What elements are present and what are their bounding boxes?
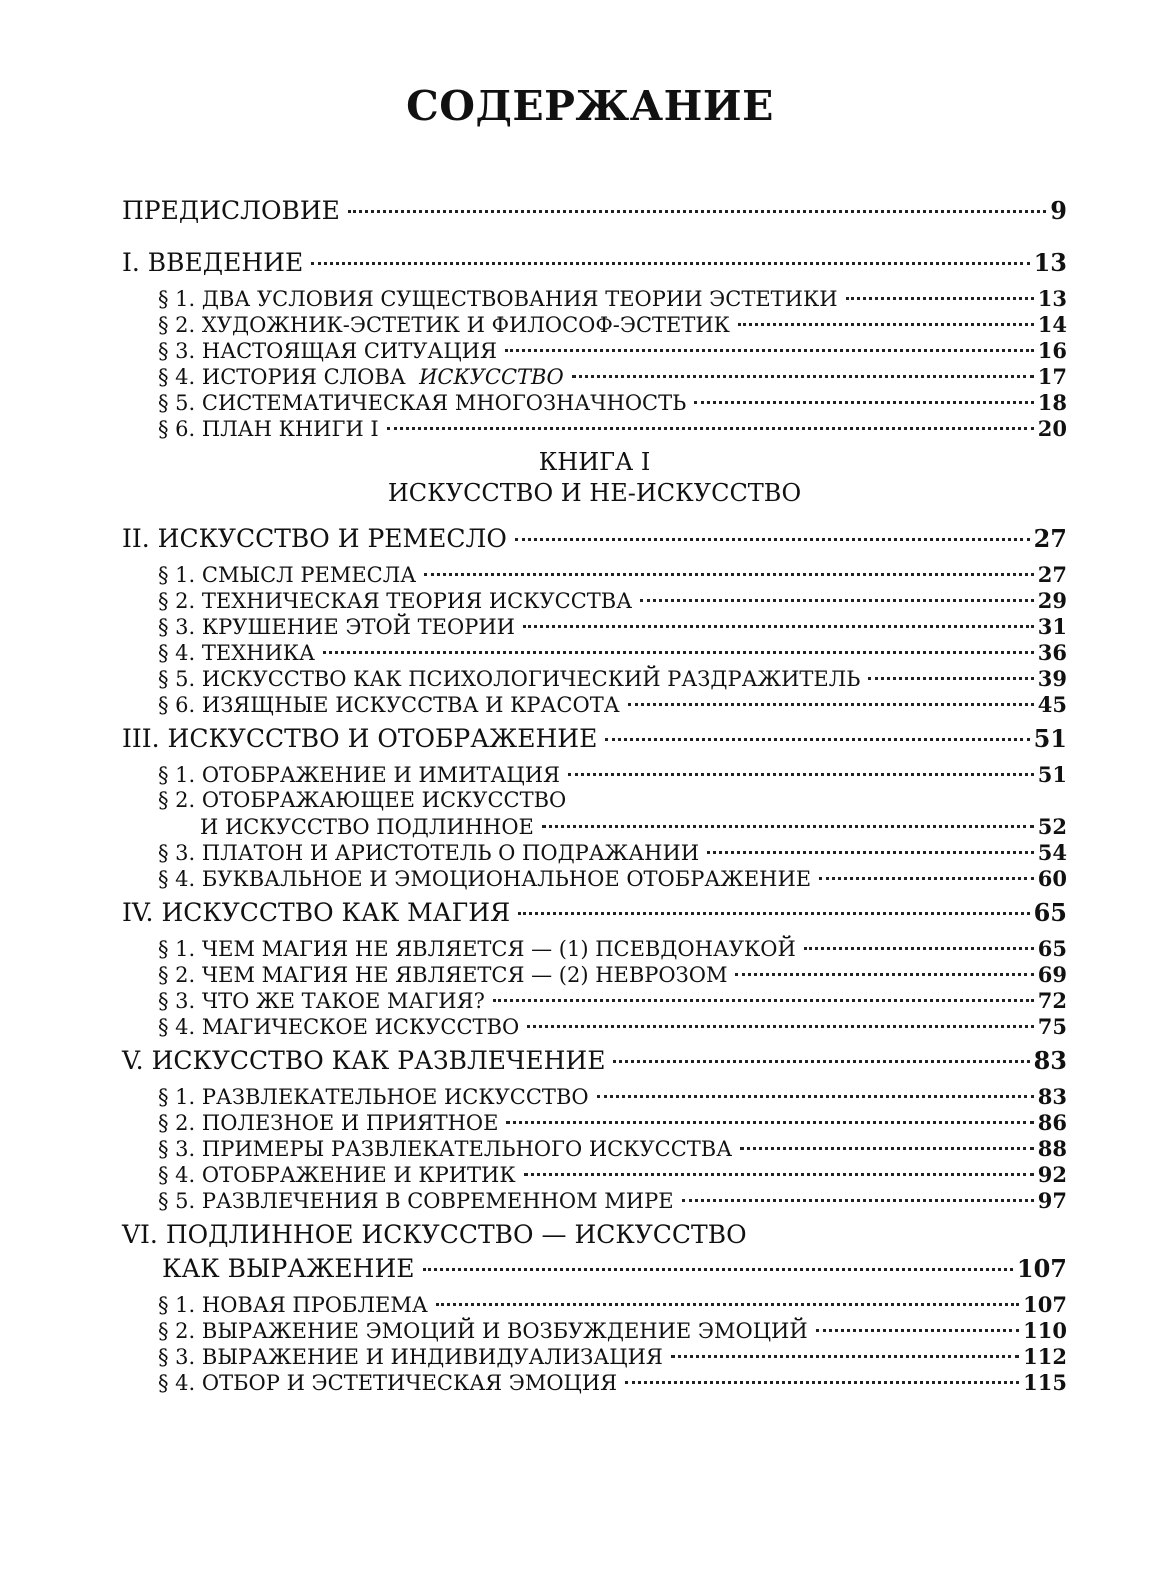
dot-leader [311,262,1029,265]
entry-page: 29 [1037,588,1067,613]
toc-entry-chapter-1[interactable] [122,248,1067,286]
toc-entry-section[interactable] [122,666,1067,692]
entry-label: § 1. ОТОБРАЖЕНИЕ И ИМИТАЦИЯ [158,763,560,787]
dot-leader [523,625,1034,628]
dot-leader [804,947,1034,950]
dot-leader [423,1268,1013,1271]
entry-label: III. ИСКУССТВО И ОТОБРАЖЕНИЕ [122,724,598,753]
entry-page: 51 [1033,724,1067,753]
entry-page: 17 [1037,364,1067,389]
toc-entry-chapter-4[interactable] [122,898,1067,936]
dot-leader [740,1147,1034,1150]
entry-label: § 4. ОТБОР И ЭСТЕТИЧЕСКАЯ ЭМОЦИЯ [158,1371,618,1395]
entry-label: § 5. РАЗВЛЕЧЕНИЯ В СОВРЕМЕННОМ МИРЕ [158,1189,674,1213]
entry-page: 54 [1037,840,1067,865]
dot-leader [524,1173,1034,1176]
entry-label: § 4. БУКВАЛЬНОЕ И ЭМОЦИОНАЛЬНОЕ ОТОБРАЖЕНИЕ [158,867,812,891]
toc-entry-section[interactable] [122,588,1067,614]
dot-leader [493,999,1034,1002]
toc-entry-section[interactable] [122,788,1067,814]
entry-label: § 1. РАЗВЛЕКАТЕЛЬНОЕ ИСКУССТВО [158,1085,589,1109]
entry-label: § 3. ВЫРАЖЕНИЕ И ИНДИВИДУАЛИЗАЦИЯ [158,1345,663,1369]
toc-entry-preface[interactable] [122,196,1067,234]
dot-leader [819,877,1034,880]
toc-entry-section[interactable] [122,866,1067,892]
dot-leader [613,1060,1029,1063]
entry-page: 83 [1033,1046,1067,1075]
dot-leader [424,573,1034,576]
entry-page: 39 [1037,666,1067,691]
entry-label: § 4. МАГИЧЕСКОЕ ИСКУССТВО [158,1015,520,1039]
toc-entry-section[interactable] [122,1136,1067,1162]
entry-page: 107 [1016,1254,1067,1283]
entry-label: IV. ИСКУССТВО КАК МАГИЯ [122,898,511,927]
entry-label: § 4. ОТОБРАЖЕНИЕ И КРИТИК [158,1163,516,1187]
toc-entry-section[interactable] [122,390,1067,416]
entry-label: § 1. НОВАЯ ПРОБЛЕМА [158,1293,428,1317]
dot-leader [625,1381,1019,1384]
entry-label: § 2. ОТОБРАЖАЮЩЕЕ ИСКУССТВО [158,788,567,812]
entry-page: 83 [1037,1084,1067,1109]
entry-label: § 2. ТЕХНИЧЕСКАЯ ТЕОРИЯ ИСКУССТВА [158,589,633,613]
dot-leader [387,427,1034,430]
toc-entry-section[interactable] [122,364,1067,390]
toc-entry-section[interactable] [122,988,1067,1014]
entry-label: § 3. КРУШЕНИЕ ЭТОЙ ТЕОРИИ [158,615,515,639]
dot-leader [738,323,1034,326]
dot-leader [515,538,1030,541]
dot-leader [597,1095,1034,1098]
entry-label: § 5. СИСТЕМАТИЧЕСКАЯ МНОГОЗНАЧНОСТЬ [158,391,687,415]
dot-leader [868,677,1033,680]
toc-entry-section[interactable] [122,338,1067,364]
entry-label-part: § 4. ИСТОРИЯ СЛОВА [158,365,406,389]
dot-leader [671,1355,1019,1358]
toc-entry-section[interactable] [122,692,1067,718]
dot-leader [682,1199,1034,1202]
entry-label [158,365,564,389]
entry-page: 65 [1033,898,1067,927]
entry-page: 107 [1023,1292,1067,1317]
entry-page: 75 [1037,1014,1067,1039]
entry-label: § 5. ИСКУССТВО КАК ПСИХОЛОГИЧЕСКИЙ РАЗДРАЖИТЕЛЬ [158,667,861,691]
book-subheading: ИСКУССТВО И НЕ-ИСКУССТВО [387,479,802,507]
entry-page: 92 [1037,1162,1067,1187]
toc-entry-section-continued[interactable] [122,814,1067,840]
dot-leader [707,851,1034,854]
dot-leader [605,738,1029,741]
entry-label: § 6. ИЗЯЩНЫЕ ИСКУССТВА И КРАСОТА [158,693,620,717]
dot-leader [527,1025,1034,1028]
dot-leader [816,1329,1019,1332]
entry-label: § 1. СМЫСЛ РЕМЕСЛА [158,563,417,587]
dot-leader [506,1121,1033,1124]
toc-entry-section[interactable] [122,840,1067,866]
toc-entry-section[interactable] [122,962,1067,988]
dot-leader [505,349,1034,352]
entry-page: 52 [1037,814,1067,839]
dot-leader [846,297,1034,300]
dot-leader [436,1303,1019,1306]
entry-page: 18 [1037,390,1067,415]
entry-page: 31 [1037,614,1067,639]
entry-label: VI. ПОДЛИННОЕ ИСКУССТВО — ИСКУССТВО [122,1220,747,1249]
toc-entry-chapter-5[interactable] [122,1046,1067,1084]
table-of-contents [122,196,1067,1396]
dot-leader [518,912,1029,915]
dot-leader [572,375,1034,378]
book-heading: КНИГА I [538,448,651,476]
toc-entry-section[interactable] [122,762,1067,788]
entry-label: § 3. ПЛАТОН И АРИСТОТЕЛЬ О ПОДРАЖАНИИ [158,841,700,865]
entry-page: 20 [1037,416,1067,441]
entry-label: II. ИСКУССТВО И РЕМЕСЛО [122,524,507,553]
dot-leader [628,703,1034,706]
entry-page: 86 [1037,1110,1067,1135]
entry-label-italic: ИСКУССТВО [419,365,564,389]
entry-label: I. ВВЕДЕНИЕ [122,248,304,277]
entry-label: § 2. ПОЛЕЗНОЕ И ПРИЯТНОЕ [158,1111,499,1135]
entry-page: 51 [1037,762,1067,787]
entry-label: КАК ВЫРАЖЕНИЕ [162,1254,415,1283]
entry-page: 88 [1037,1136,1067,1161]
entry-page: 16 [1037,338,1067,363]
entry-label: ПРЕДИСЛОВИЕ [122,196,340,225]
dot-leader [640,599,1034,602]
dot-leader [735,973,1033,976]
entry-label: § 3. НАСТОЯЩАЯ СИТУАЦИЯ [158,339,497,363]
entry-page: 65 [1037,936,1067,961]
toc-entry-section[interactable] [122,614,1067,640]
toc-entry-section[interactable] [122,1162,1067,1188]
toc-entry-chapter-3[interactable] [122,724,1067,762]
entry-label: § 6. ПЛАН КНИГИ I [158,417,379,441]
entry-label: § 3. ПРИМЕРЫ РАЗВЛЕКАТЕЛЬНОГО ИСКУССТВА [158,1137,733,1161]
entry-page: 27 [1037,562,1067,587]
entry-page: 60 [1037,866,1067,891]
entry-label: И ИСКУССТВО ПОДЛИННОЕ [200,815,534,839]
entry-label: § 2. ВЫРАЖЕНИЕ ЭМОЦИЙ И ВОЗБУЖДЕНИЕ ЭМОЦИЙ [158,1319,808,1343]
entry-page: 45 [1037,692,1067,717]
entry-page: 36 [1037,640,1067,665]
dot-leader [348,210,1046,213]
entry-page: 9 [1050,196,1067,225]
toc-entry-section[interactable] [122,1344,1067,1370]
toc-entry-section[interactable] [122,1318,1067,1344]
toc-entry-section[interactable] [122,1014,1067,1040]
dot-leader [694,401,1034,404]
toc-entry-section[interactable] [122,286,1067,312]
toc-entry-section[interactable] [122,312,1067,338]
dot-leader [323,651,1034,654]
entry-page: 72 [1037,988,1067,1013]
toc-entry-section[interactable] [122,1370,1067,1396]
page-title: СОДЕРЖАНИЕ [406,82,774,130]
entry-page: 27 [1033,524,1067,553]
entry-page: 14 [1037,312,1067,337]
toc-entry-section[interactable] [122,1110,1067,1136]
toc-entry-chapter-6-continued[interactable] [122,1254,1067,1292]
toc-entry-section[interactable] [122,562,1067,588]
entry-label: § 2. ЧЕМ МАГИЯ НЕ ЯВЛЯЕТСЯ — (2) НЕВРОЗОМ [158,963,728,987]
entry-page: 97 [1037,1188,1067,1213]
entry-page: 115 [1023,1370,1067,1395]
entry-label: § 2. ХУДОЖНИК-ЭСТЕТИК И ФИЛОСОФ-ЭСТЕТИК [158,313,730,337]
toc-entry-section[interactable] [122,1188,1067,1214]
toc-entry-section[interactable] [122,1292,1067,1318]
toc-entry-section[interactable] [122,640,1067,666]
dot-leader [568,773,1034,776]
entry-page: 69 [1037,962,1067,987]
entry-page: 13 [1033,248,1067,277]
toc-entry-chapter-2[interactable] [122,524,1067,562]
entry-label: § 1. ЧЕМ МАГИЯ НЕ ЯВЛЯЕТСЯ — (1) ПСЕВДОНАУКОЙ [158,937,796,961]
toc-entry-section[interactable] [122,416,1067,442]
toc-entry-section[interactable] [122,936,1067,962]
entry-label: § 3. ЧТО ЖЕ ТАКОЕ МАГИЯ? [158,989,485,1013]
entry-label: § 1. ДВА УСЛОВИЯ СУЩЕСТВОВАНИЯ ТЕОРИИ ЭСТЕТИКИ [158,287,838,311]
toc-entry-chapter-6[interactable] [122,1220,1067,1254]
entry-page: 112 [1023,1344,1067,1369]
entry-page: 110 [1023,1318,1067,1343]
toc-entry-section[interactable] [122,1084,1067,1110]
dot-leader [542,825,1034,828]
entry-label: V. ИСКУССТВО КАК РАЗВЛЕЧЕНИЕ [122,1046,606,1075]
entry-page: 13 [1037,286,1067,311]
entry-label: § 4. ТЕХНИКА [158,641,315,665]
